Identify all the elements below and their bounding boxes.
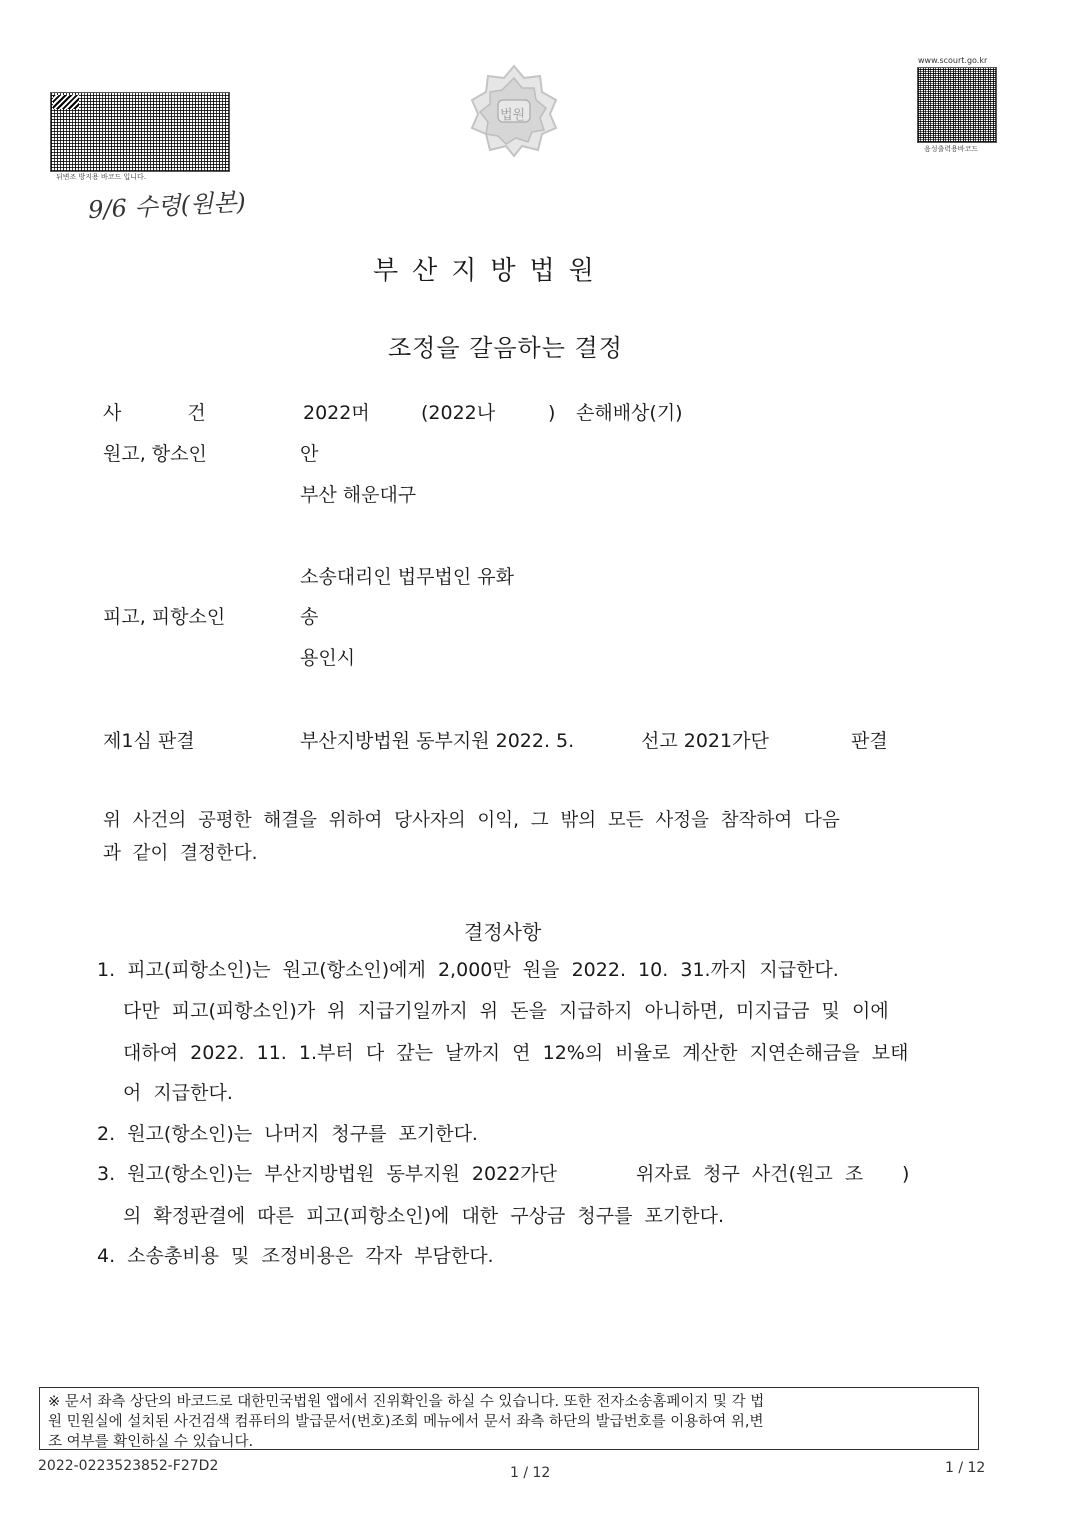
seal-text: 법원 bbox=[500, 108, 526, 123]
issue-number: 2022-0223523852-F27D2 bbox=[38, 1458, 219, 1474]
verification-barcode bbox=[50, 92, 230, 172]
decision-title: 결정사항 bbox=[464, 920, 542, 944]
plaintiff-label: 원고, 항소인 bbox=[103, 443, 207, 465]
decision-line: 1. 피고(피항소인)는 원고(항소인)에게 2,000만 원을 2022. 10. 31.까지 지급한다. bbox=[97, 959, 839, 981]
verification-notice-box bbox=[39, 1387, 979, 1450]
decision-line: 의 확정판결에 따른 피고(피항소인)에 대한 구상금 청구를 포기한다. bbox=[123, 1205, 724, 1227]
defendant-label: 피고, 피항소인 bbox=[103, 606, 226, 628]
notice-line: 조 여부를 확인하실 수 있습니다. bbox=[48, 1434, 254, 1450]
first-instance-suffix: 판결 bbox=[851, 730, 888, 752]
decision-line: 대하여 2022. 11. 1.부터 다 갚는 날까지 연 12%의 비율로 계산한 지연손해금을 보태 bbox=[123, 1042, 909, 1064]
intro-line-2: 과 같이 결정한다. bbox=[103, 843, 258, 864]
decision-line: 다만 피고(피항소인)가 위 지급기일까지 위 돈을 지급하지 아니하면, 미지급금 및 이에 bbox=[123, 1000, 889, 1022]
first-instance-sentence: 선고 2021가단 bbox=[641, 730, 769, 752]
notice-line: ※ 문서 좌측 상단의 바코드로 대한민국법원 앱에서 진위확인을 하실 수 있습니다. 또한 전자소송홈페이지 및 각 법 bbox=[48, 1394, 765, 1410]
decision-line: ) bbox=[902, 1163, 910, 1185]
plaintiff-address: 부산 해운대구 bbox=[300, 484, 417, 506]
case-number-closing: ) bbox=[548, 402, 556, 424]
handwritten-note: 9/6 수령(원본) bbox=[87, 187, 247, 225]
plaintiff-name: 안 bbox=[300, 443, 319, 465]
case-label: 사 건 bbox=[103, 402, 206, 424]
court-name: 부산지방법원 bbox=[373, 256, 608, 286]
court-url: www.scourt.go.kr bbox=[918, 56, 988, 65]
notice-line: 원 민원실에 설치된 사건검색 컴퓨터의 발급문서(번호)조회 메뉴에서 문서 좌측 하단의 발급번호를 이용하여 위,변 bbox=[48, 1414, 764, 1430]
defendant-name: 송 bbox=[300, 606, 319, 628]
first-instance-court-date: 부산지방법원 동부지원 2022. 5. bbox=[300, 730, 575, 752]
decision-line: 어 지급한다. bbox=[123, 1082, 233, 1104]
decision-line: 4. 소송총비용 및 조정비용은 각자 부담한다. bbox=[97, 1245, 494, 1267]
voice-output-barcode bbox=[917, 67, 997, 143]
intro-line-1: 위 사건의 공평한 해결을 위하여 당사자의 이익, 그 밖의 모든 사정을 참작하여 다음 bbox=[103, 810, 840, 831]
first-instance-label: 제1심 판결 bbox=[103, 730, 195, 752]
voice-barcode-caption: 음성출력용바코드 bbox=[924, 145, 979, 153]
decision-line: 위자료 청구 사건(원고 조 bbox=[636, 1163, 864, 1185]
plaintiff-counsel: 소송대리인 법무법인 유화 bbox=[300, 566, 514, 588]
case-type: 손해배상(기) bbox=[576, 402, 683, 424]
barcode-caption: 뒤변조 방지용 바코드 입니다. bbox=[56, 173, 147, 181]
document-title: 조정을 갈음하는 결정 bbox=[388, 334, 623, 362]
decision-line: 3. 원고(항소인)는 부산지방법원 동부지원 2022가단 bbox=[97, 1163, 557, 1185]
appeal-case-number: (2022나 bbox=[421, 402, 496, 424]
case-number: 2022머 bbox=[303, 402, 370, 424]
court-seal-emblem bbox=[466, 62, 562, 158]
decision-line: 2. 원고(항소인)는 나머지 청구를 포기한다. bbox=[97, 1123, 478, 1145]
defendant-address: 용인시 bbox=[300, 647, 356, 669]
page-number-center: 1 / 12 bbox=[510, 1465, 551, 1481]
page-number-right: 1 / 12 bbox=[945, 1460, 986, 1476]
